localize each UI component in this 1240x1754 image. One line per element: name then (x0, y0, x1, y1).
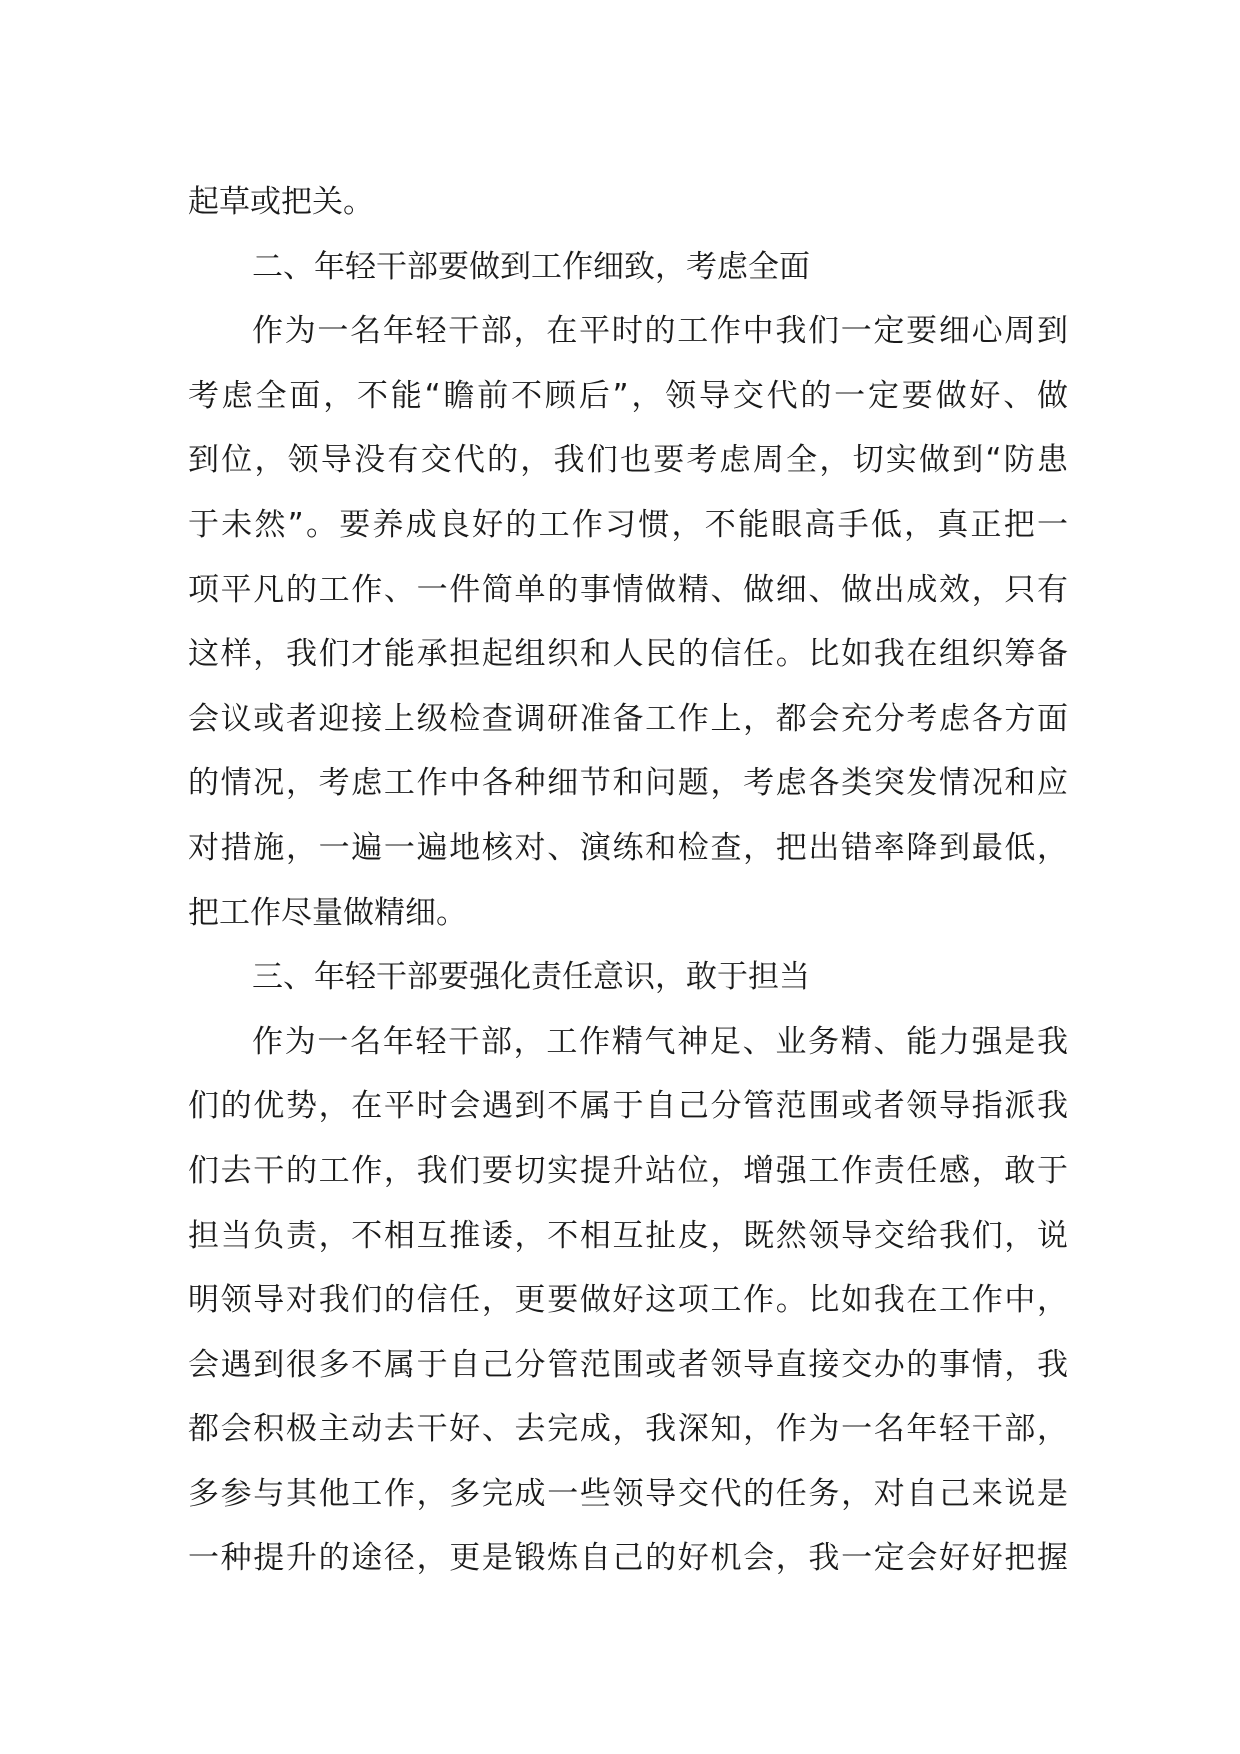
paragraph-line: 会议或者迎接上级检查调研准备工作上，都会充分考虑各方面 (188, 700, 1068, 737)
paragraph-line: 项平凡的工作、一件简单的事情做精、做细、做出成效，只有 (188, 571, 1068, 608)
paragraph-line: 考虑全面，不能“瞻前不顾后”，领导交代的一定要做好、做 (188, 377, 1068, 414)
paragraph-line: 们去干的工作，我们要切实提升站位，增强工作责任感，敢于 (188, 1152, 1068, 1189)
paragraph-line: 这样，我们才能承担起组织和人民的信任。比如我在组织筹备 (188, 636, 1068, 673)
paragraph-line: 把工作尽量做精细。 (188, 894, 467, 931)
paragraph-line: 都会积极主动去干好、去完成，我深知，作为一名年轻干部， (188, 1411, 1068, 1448)
paragraph-line: 多参与其他工作，多完成一些领导交代的任务，对自己来说是 (188, 1475, 1068, 1512)
paragraph-line: 起草或把关。 (188, 184, 374, 220)
paragraph-line: 到位，领导没有交代的，我们也要考虑周全，切实做到“防患 (188, 442, 1068, 479)
paragraph-line: 明领导对我们的信任，更要做好这项工作。比如我在工作中， (188, 1282, 1068, 1319)
section-heading: 二、年轻干部要做到工作细致，考虑全面 (252, 248, 810, 285)
paragraph-line: 一种提升的途径，更是锻炼自己的好机会，我一定会好好把握 (188, 1540, 1068, 1577)
paragraph-line: 作为一名年轻干部，在平时的工作中我们一定要细心周到 (252, 313, 1068, 350)
paragraph-line: 们的优势，在平时会遇到不属于自己分管范围或者领导指派我 (188, 1088, 1068, 1125)
paragraph-line: 担当负责，不相互推诿，不相互扯皮，既然领导交给我们，说 (188, 1217, 1068, 1254)
paragraph-line: 于未然”。要养成良好的工作习惯，不能眼高手低，真正把一 (188, 506, 1068, 543)
section-heading: 三、年轻干部要强化责任意识，敢于担当 (252, 959, 810, 996)
paragraph-line: 的情况，考虑工作中各种细节和问题，考虑各类突发情况和应 (188, 765, 1068, 802)
paragraph-line: 对措施，一遍一遍地核对、演练和检查，把出错率降到最低， (188, 829, 1068, 866)
paragraph-line: 作为一名年轻干部，工作精气神足、业务精、能力强是我 (252, 1023, 1068, 1060)
document-page (188, 170, 1068, 1591)
paragraph-line: 会遇到很多不属于自己分管范围或者领导直接交办的事情，我 (188, 1346, 1068, 1383)
